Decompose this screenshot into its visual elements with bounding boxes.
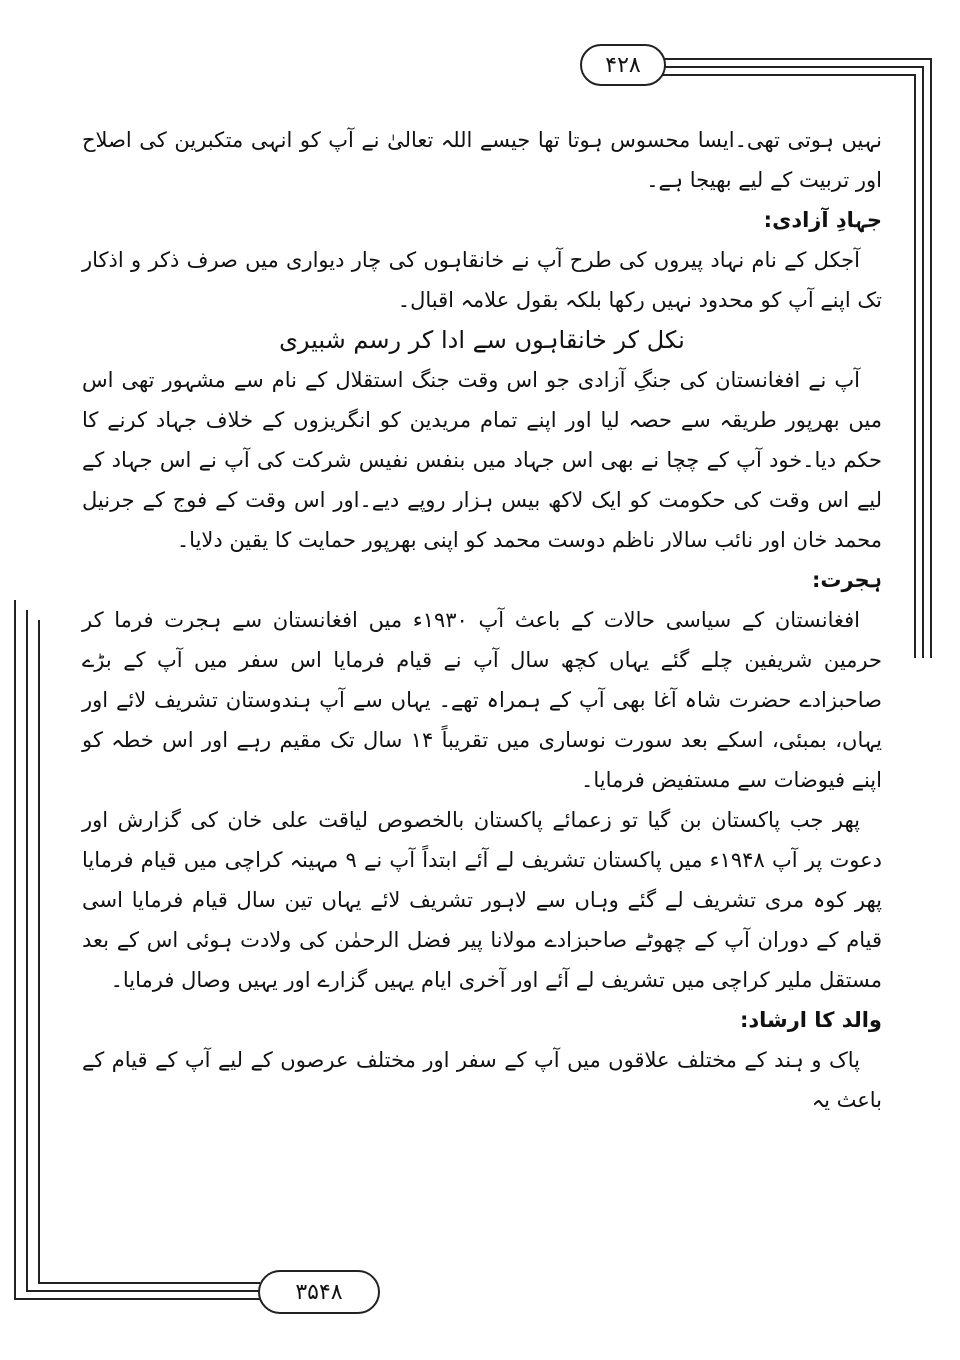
section-heading-irshad: والد کا ارشاد: [740,1008,882,1032]
text-line-0: نہیں ہوتی تھی۔ایسا محسوس ہوتا تھا جیسے اللہ تعالیٰ نے آپ کو انہی متکبرین کی اصلاح اور تربیت کے لیے بھیجا ہے۔ [82,128,882,192]
frame-right-line-1 [930,58,932,658]
frame-bottom-line-2 [26,1290,260,1292]
text-line-2: آجکل کے نام نہاد پیروں کی طرح آپ نے خانقاہوں کی چار دیواری میں صرف ذکر و اذکار تک اپنے آپ کو محدود نہیں رکھا بلکہ بقول علامہ اقبال۔ [82,248,882,312]
section-heading-jihad: جہادِ آزادی: [763,208,882,232]
frame-right-line-3 [914,74,916,658]
frame-bottom-line-1 [14,1298,260,1300]
page-body [82,120,882,1120]
text-line-6: افغانستان کے سیاسی حالات کے باعث آپ ۱۹۳۰ء میں افغانستان سے ہجرت فرما کر حرمین شریفین چلے گئے یہاں کچھ سال آپ نے قیام فرمایا اس سفر میں آپ کے بڑے صاحبزادے حضرت شاہ آغا بھی آپ کے ہمراہ تھے۔ یہاں سے آپ ہندوستان تشریف لائے اور یہاں، بمبئی، اسکے بعد سورت نوساری میں تقریباً ۱۴ سال تک مقیم رہے اور اس خطہ کو اپنے فیوضات سے مستفیض فرمایا۔ [82,608,882,792]
frame-bottom-line-3 [38,1282,260,1284]
frame-left-line-1 [14,600,16,1300]
text-line-4: آپ نے افغانستان کی جنگِ آزادی جو اس وقت جنگ استقلال کے نام سے مشہور تھی اس میں بھرپور طریقہ سے حصہ لیا اور اپنے تمام مریدین کو انگریزوں کے خلاف جہاد کرنے کا حکم دیا۔خود آپ کے چچا نے بھی اس جہاد میں بنفس نفیس شرکت کی آپ نے اس جہاد کے لیے اس وقت کی حکومت کو ایک لاکھ بیس ہزار روپے دیے۔اور اس وقت کے فوج کے جرنیل محمد خان اور نائب سالار ناظم دوست محمد کو اپنی بھرپور حمایت کا یقین دلایا۔ [82,368,882,552]
frame-top-line-2 [660,66,924,68]
frame-left-line-2 [26,610,28,1292]
header-page-number: ۴۲۸ [580,44,666,86]
footer-page-number: ۳۵۴۸ [258,1270,380,1314]
section-heading-hijrat: ہجرت: [811,568,882,592]
text-line-7: پھر جب پاکستان بن گیا تو زعمائے پاکستان بالخصوص لیاقت علی خان کی گزارش اور دعوت پر آپ ۱۹۴۸ء میں پاکستان تشریف لے آئے ابتداً آپ نے ۹ مہینہ کراچی میں قیام فرمایا پھر کوہ مری تشریف لے گئے وہاں سے لاہور تشریف لائے یہاں تین سال قیام فرمایا اسی قیام کے دوران آپ کے چھوٹے صاحبزادے مولانا پیر فضل الرحمٰن کی ولادت ہوئی اس کے بعد مستقل ملیر کراچی میں تشریف لے آئے اور آخری ایام یہیں گزارے اور یہیں وصال فرمایا۔ [82,808,883,992]
frame-left-line-3 [38,620,40,1284]
text-line-9: پاک و ہند کے مختلف علاقوں میں آپ کے سفر اور مختلف عرصوں کے لیے آپ کے قیام کے باعث یہ [82,1048,882,1112]
frame-right-line-2 [922,66,924,658]
frame-top-line-1 [660,58,932,60]
frame-top-line-3 [660,74,916,76]
verse-line: نکل کر خانقاہوں سے ادا کر رسم شبیری [279,326,685,354]
